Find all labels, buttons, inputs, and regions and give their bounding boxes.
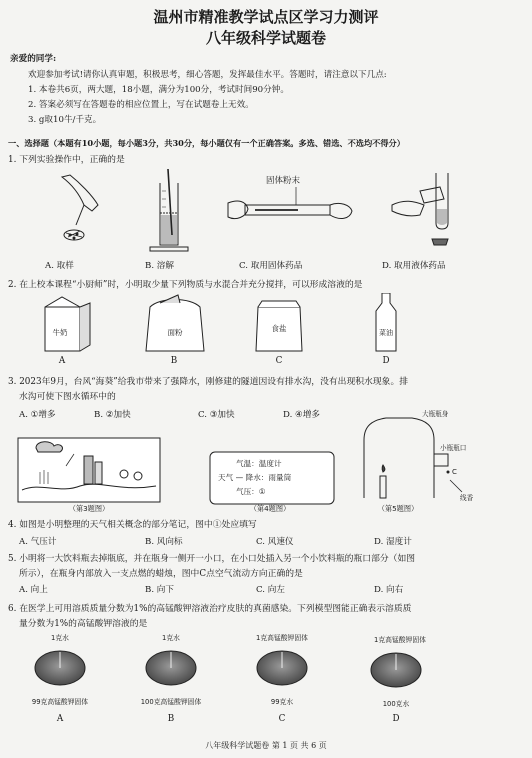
q6-bottom-label-b: 100克高锰酸钾固体: [140, 698, 202, 706]
fig4-line-1: 气温：温度计: [236, 459, 282, 468]
q5-option-b: B. 向下: [145, 585, 174, 595]
q1-fig-label: 固体粉末: [265, 176, 301, 186]
q1-option-b: B. 溶解: [145, 261, 174, 271]
q5-option-d: D. 向右: [374, 585, 404, 595]
q1-figures: [0, 165, 532, 257]
fig3-caption: （第3题图）: [68, 504, 110, 513]
q3-stem-line2: 水沟可使下图水循环中的: [19, 392, 116, 402]
oil-bottle-icon: [376, 293, 396, 351]
q4-option-b: B. 风向标: [145, 537, 183, 547]
q6-bottom-label-a: 99克高锰酸钾固体: [31, 698, 89, 706]
q4-option-d: D. 湿度计: [374, 537, 412, 547]
q2-figures: [0, 293, 532, 355]
q4-option-c: C. 风速仪: [256, 537, 294, 547]
q6-letter-c: C: [278, 714, 286, 724]
fig4-line-2: 天气 — 降水：雨量筒: [218, 473, 292, 482]
q6-bottom-label-d: 100克水: [382, 700, 410, 708]
q2-letter-a: A: [58, 356, 66, 366]
fig5-bottle: [364, 418, 462, 498]
q6-top-label-d: 1克高锰酸钾固体: [374, 636, 426, 644]
q6-top-label-b: 1克水: [162, 634, 180, 642]
q1-fig-a: [62, 175, 98, 240]
q3-option-b: B. ②加快: [94, 410, 131, 420]
oil-label: 菜油: [379, 329, 393, 337]
notice-item-3: 3. g取10牛/千克。: [28, 115, 102, 125]
q6-letter-b: B: [167, 714, 175, 724]
q6-top-label-a: 1克水: [51, 634, 69, 642]
q6-model-d: [371, 653, 421, 687]
page-footer: 八年级科学试题卷 第 1 页 共 6 页: [205, 741, 327, 750]
q6-model-c: [257, 651, 307, 685]
fig5-label-bottle: 大瓶瓶身: [422, 410, 449, 418]
q1-option-d: D. 取用液体药品: [382, 261, 446, 271]
q1-fig-b: [150, 169, 188, 251]
q6-stem-line1: 6. 在医学上可用溶质质量分数为1%的高锰酸钾溶液治疗皮肤的真菌感染。下列模型图能正确表示溶质质: [8, 604, 412, 614]
q1-stem: 1. 下列实验操作中，正确的是: [8, 155, 125, 165]
q3-option-c: C. ③加快: [198, 410, 235, 420]
exam-subtitle: 八年级科学试题卷: [205, 29, 326, 47]
section-heading: 一、选择题（本题有10小题，每小题3分，共30分，每小题仅有一个正确答案。多选、错选、不选均不得分）: [8, 138, 405, 148]
q6-letter-a: A: [56, 714, 64, 724]
fig5-label-c: C: [452, 468, 457, 476]
notice-intro: 欢迎参加考试!请你认真审题，积极思考，细心答题，发挥最佳水平。答题时，请注意以下几点:: [28, 70, 387, 80]
notice-item-1: 1. 本卷共6页，两大题，18小题，满分为100分，考试时间90分钟。: [28, 85, 289, 95]
q1-fig-c: [228, 187, 352, 219]
fig5-label-mouth: 小瓶瓶口: [440, 444, 467, 452]
q3-stem-line1: 3. 2023年9月，台风“海葵”给我市带来了强降水，刚修建的隧道因设有排水沟，没有出现积水现象。排: [8, 377, 409, 387]
q2-letter-b: B: [170, 356, 178, 366]
exam-title: 温州市精准教学试点区学习力测评: [153, 8, 379, 26]
fig5-label-incense: 线香: [460, 494, 474, 502]
fig5-caption: （第5题图）: [377, 504, 419, 513]
q4-stem: 4. 如图是小明整理的天气相关概念的部分笔记，图中①处应填写: [8, 520, 257, 530]
q1-fig-d: [392, 173, 448, 245]
q6-model-b: [146, 651, 196, 685]
fig3-water-cycle: [18, 438, 160, 502]
q2-letter-d: D: [382, 356, 390, 366]
q6-model-a: [35, 651, 85, 685]
flour-bag-icon: [146, 295, 204, 351]
q6-figures: [0, 630, 532, 712]
q2-stem: 2. 在上校本课程“小厨师”时，小明取少量下列物质与水混合并充分搅拌，可以形成溶液的是: [8, 280, 363, 290]
q6-letter-d: D: [392, 714, 400, 724]
milk-carton-icon: [45, 297, 90, 351]
q6-stem-line2: 量分数为1%的高锰酸钾溶液的是: [19, 619, 148, 629]
fig4-line-3: 气压：①: [236, 487, 266, 496]
q5-stem-line2: 所示），在瓶身内部放入一支点燃的蜡烛，图中C点空气流动方向正确的是: [19, 569, 303, 579]
q5-option-c: C. 向左: [256, 585, 285, 595]
q2-letter-c: C: [275, 356, 283, 366]
fig4-caption: （第4题图）: [249, 504, 291, 513]
q3-5-figures: [0, 410, 532, 514]
q1-option-c: C. 取用固体药品: [239, 261, 303, 271]
notice-greeting: 亲爱的同学:: [10, 54, 57, 64]
flour-label: 面粉: [167, 328, 183, 337]
q3-option-a: A. ①增多: [19, 410, 56, 420]
milk-label: 牛奶: [52, 328, 68, 337]
q1-option-a: A. 取样: [45, 261, 74, 271]
q4-option-a: A. 气压计: [19, 537, 57, 547]
q5-stem-line1: 5. 小明将一大饮料瓶去掉瓶底，并在瓶身一侧开一小口，在小口处插入另一个小饮料瓶的瓶口部分（如图: [8, 554, 416, 564]
q3-option-d: D. ④増多: [283, 410, 320, 420]
notice-item-2: 2. 答案必须写在答题卷的相应位置上，写在试题卷上无效。: [28, 100, 254, 110]
q6-top-label-c: 1克高锰酸钾固体: [256, 634, 308, 642]
salt-label: 食盐: [271, 324, 287, 333]
q5-option-a: A. 向上: [19, 585, 48, 595]
q6-bottom-label-c: 99克水: [270, 698, 294, 706]
